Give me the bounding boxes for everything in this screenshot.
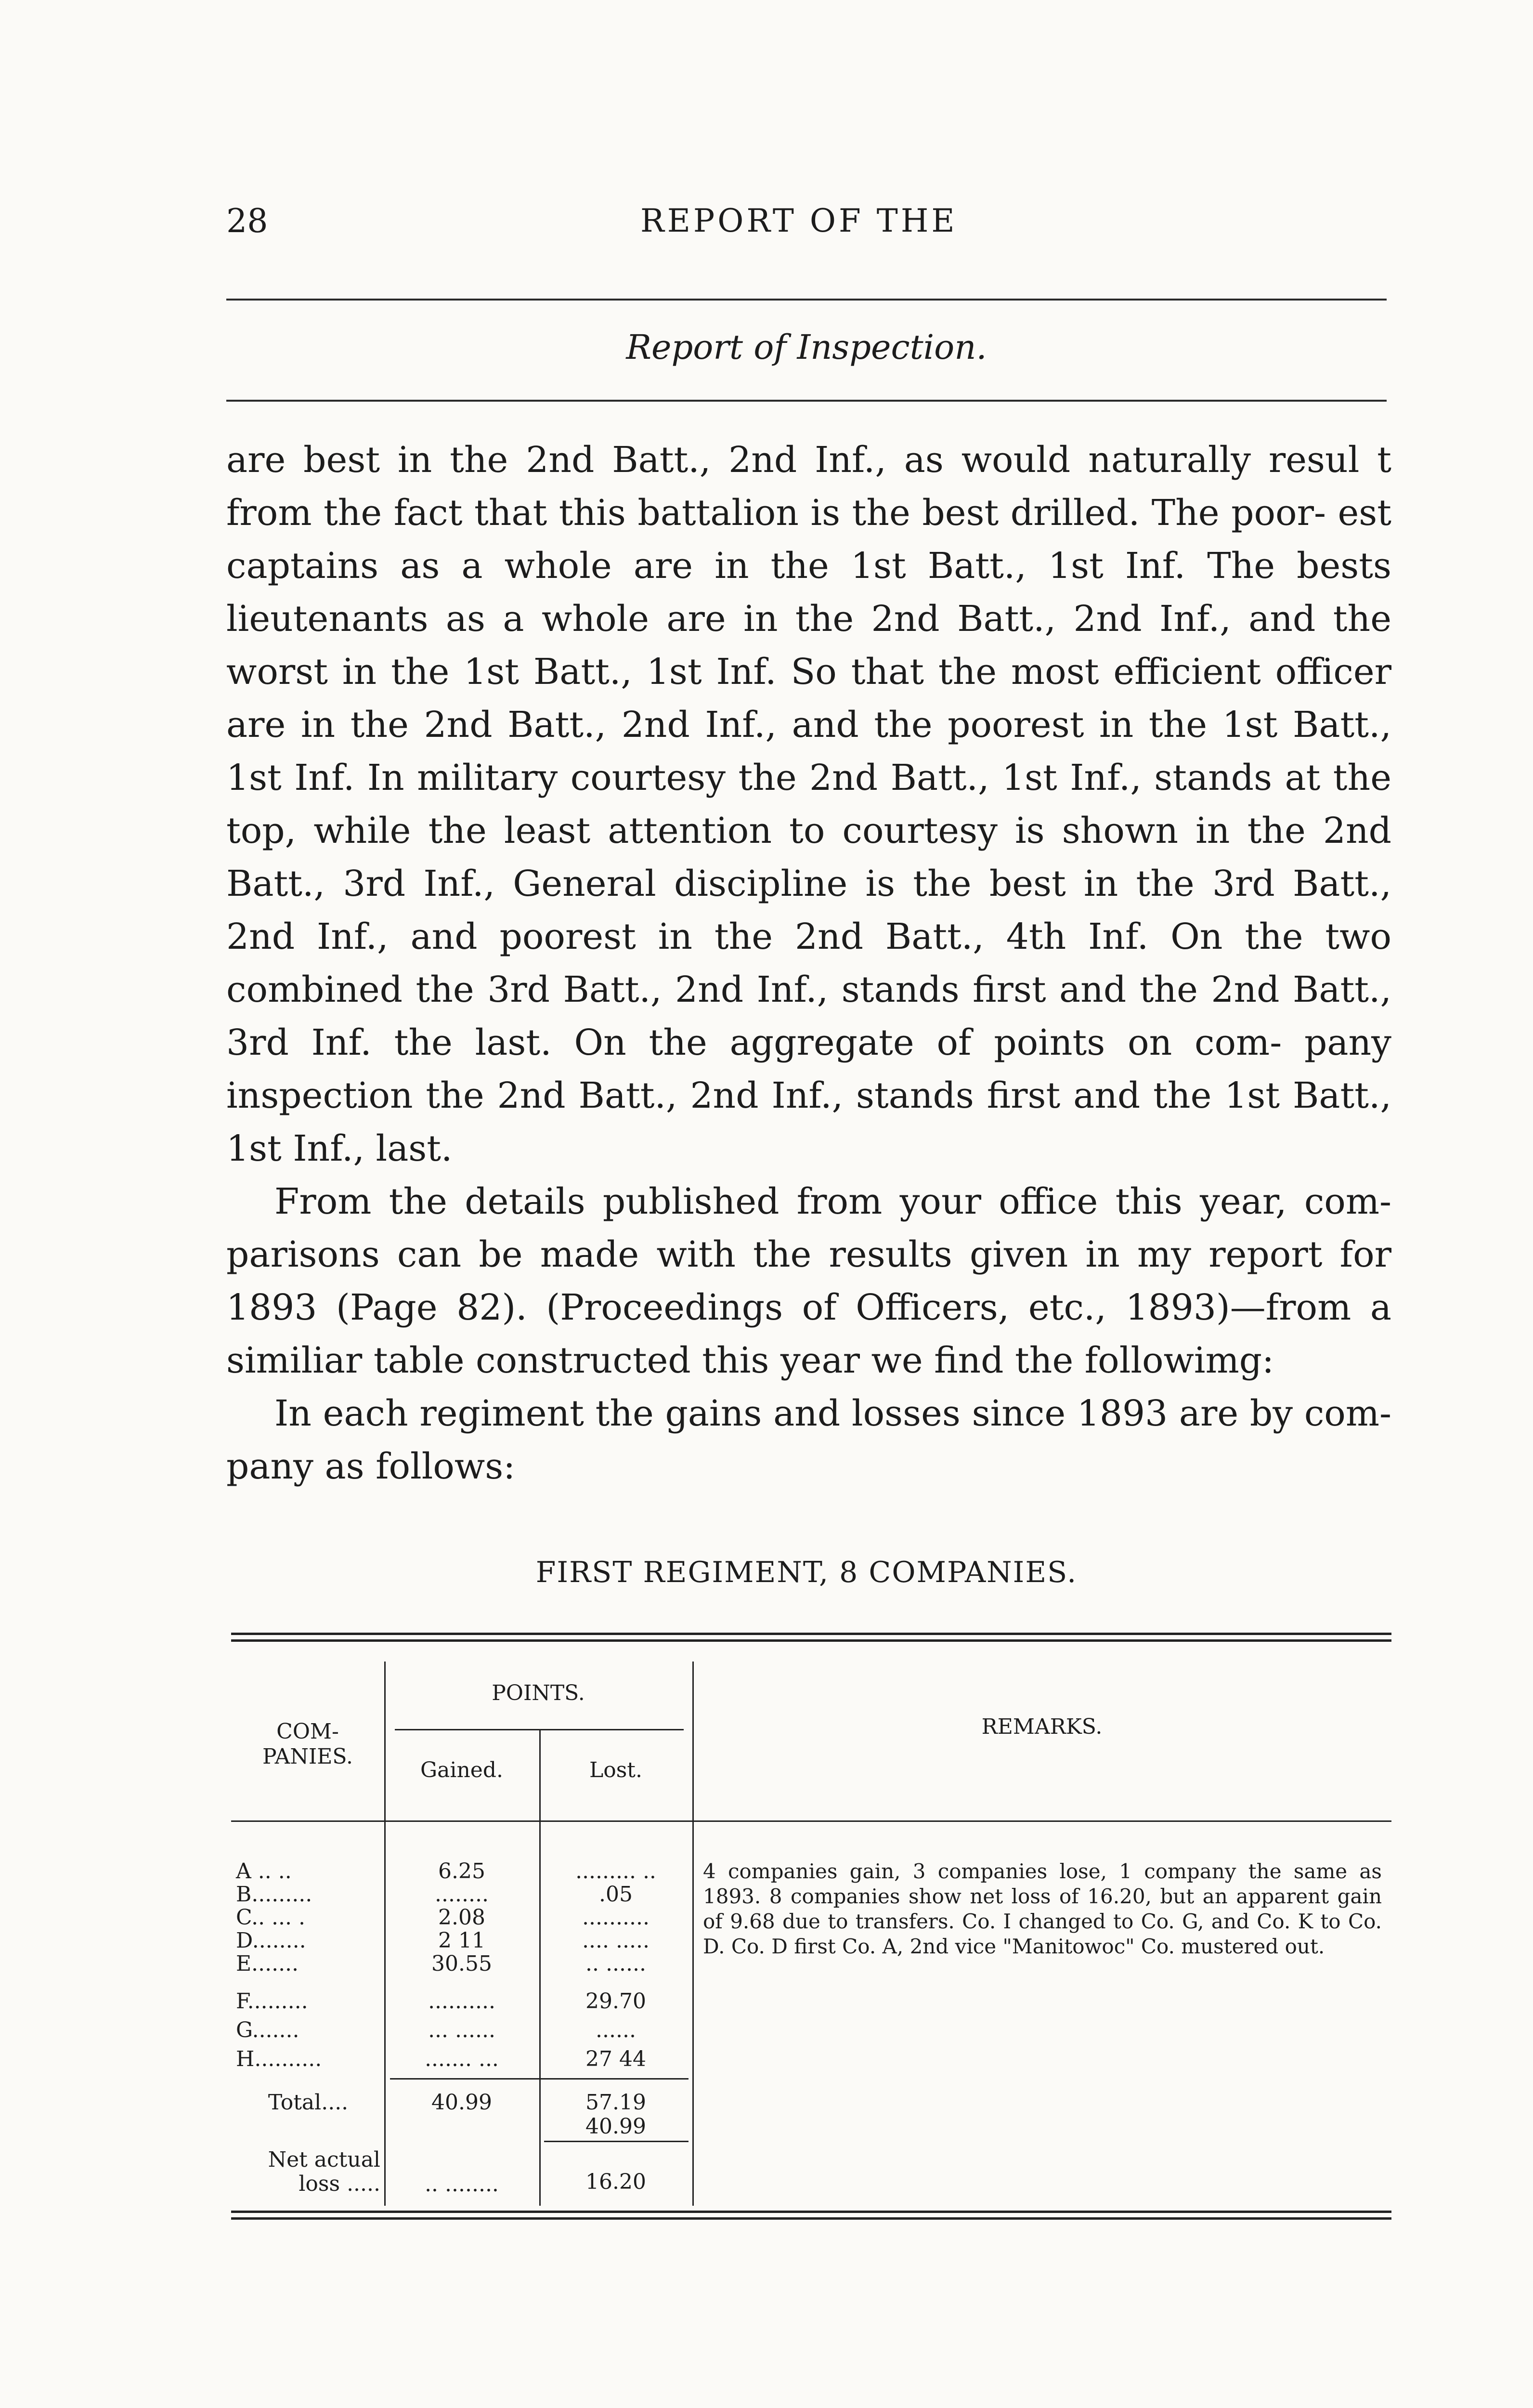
net-gained: .. ........ xyxy=(425,2172,499,2197)
header-bottom-rule xyxy=(231,1820,1391,1822)
net-rule xyxy=(544,2141,689,2142)
section-title: Report of Inspection. xyxy=(626,327,987,367)
gains-losses-table xyxy=(231,1633,1391,2230)
paragraph-2: From the details published from your office this year, com- parisons can be made with the results given in my report for 1893 (Page 82). (Proceedings of Officers, etc., 1893)—from a similiar table constructed this year we find the followimg: xyxy=(226,1181,1391,1381)
row-c-lost: .......... xyxy=(582,1905,650,1930)
row-a-lost: ......... .. xyxy=(575,1859,656,1884)
points-underline xyxy=(395,1729,684,1730)
table-top-rule-2 xyxy=(231,1639,1391,1642)
col-divider-3 xyxy=(692,1662,694,2206)
row-b-gained: ........ xyxy=(435,1882,489,1907)
row-f-lost: 29.70 xyxy=(585,1989,646,2014)
paragraph-3: In each regiment the gains and losses since 1893 are by com- pany as follows: xyxy=(226,1393,1391,1487)
row-b-lost: .05 xyxy=(599,1882,633,1907)
total-gained: 40.99 xyxy=(431,2090,492,2115)
row-g-gained: ... ...... xyxy=(428,2018,495,2042)
row-company-a: A .. .. xyxy=(236,1859,292,1884)
header-companies: COM- PANIES. xyxy=(262,1719,353,1769)
header-remarks: REMARKS. xyxy=(981,1714,1103,1739)
header-points: POINTS. xyxy=(492,1681,585,1705)
page-number: 28 xyxy=(226,202,268,240)
net-lost: 16.20 xyxy=(585,2170,646,2194)
running-head: REPORT OF THE xyxy=(640,202,958,239)
row-company-g: G....... xyxy=(236,2018,299,2042)
row-company-b: B......... xyxy=(236,1882,312,1907)
row-company-e: E....... xyxy=(236,1951,299,1976)
body-text xyxy=(226,433,1391,1493)
row-h-gained: ....... ... xyxy=(425,2047,499,2071)
row-c-gained: 2.08 xyxy=(438,1905,485,1930)
row-h-lost: 27 44 xyxy=(585,2047,646,2071)
table-bottom-rule-2 xyxy=(231,2217,1391,2220)
net-label: Net actual loss ..... xyxy=(268,2147,380,2196)
remarks-text: 4 companies gain, 3 companies lose, 1 company the same as 1893. 8 companies show net loss of 16.20, but an apparent gain of 9.68 due to transfers. Co. I changed to Co. G, and Co. K to Co. D. Co. D first Co. A, 2nd vice "Manitowoc" Co. mustered out. xyxy=(703,1859,1382,1958)
total-lost-subtract: 40.99 xyxy=(585,2114,646,2139)
table-bottom-rule xyxy=(231,2211,1391,2213)
section-rule xyxy=(226,400,1387,402)
total-label: Total.... xyxy=(268,2090,349,2115)
total-lost: 57.19 xyxy=(585,2090,646,2115)
header-lost: Lost. xyxy=(589,1758,642,1782)
row-e-lost: .. ...... xyxy=(585,1951,646,1976)
row-d-gained: 2 11 xyxy=(438,1928,485,1953)
table-title: FIRST REGIMENT, 8 COMPANIES. xyxy=(535,1556,1078,1589)
header-gained: Gained. xyxy=(420,1758,503,1782)
top-rule xyxy=(226,299,1387,301)
row-company-d: D........ xyxy=(236,1928,306,1953)
total-rule xyxy=(390,2078,689,2080)
row-d-lost: .... ..... xyxy=(582,1928,650,1953)
row-a-gained: 6.25 xyxy=(438,1859,485,1884)
paragraph-1: are best in the 2nd Batt., 2nd Inf., as would naturally resul t from the fact that this battalion is the best drilled. The poor- est captains as a whole are in the 1st Batt., 1st Inf. The bests lieutenants as a whole are in the 2nd Batt., 2nd Inf., and the worst in the 1st Batt., 1st Inf. So that the most efficient officer are in the 2nd Batt., 2nd Inf., and the poorest in the 1st Batt., 1st Inf. In military courtesy the 2nd Batt., 1st Inf., stands at the top, while the least attention to courtesy is shown in the 2nd Batt., 3rd Inf., General discipline is the best in the 3rd Batt., 2nd Inf., and poorest in the 2nd Batt., 4th Inf. On the two combined the 3rd Batt., 2nd Inf., stands first and the 2nd Batt., 3rd Inf. the last. On the aggregate of points on com- pany inspection the 2nd Batt., 2nd Inf., stands first and the 1st Batt., 1st Inf., last. xyxy=(226,439,1391,1169)
row-company-h: H.......... xyxy=(236,2047,322,2071)
table-top-rule xyxy=(231,1633,1391,1635)
row-company-f: F......... xyxy=(236,1989,308,2014)
row-f-gained: .......... xyxy=(428,1989,495,2014)
row-e-gained: 30.55 xyxy=(431,1951,492,1976)
row-company-c: C.. ... . xyxy=(236,1905,305,1930)
row-g-lost: ...... xyxy=(596,2018,636,2042)
